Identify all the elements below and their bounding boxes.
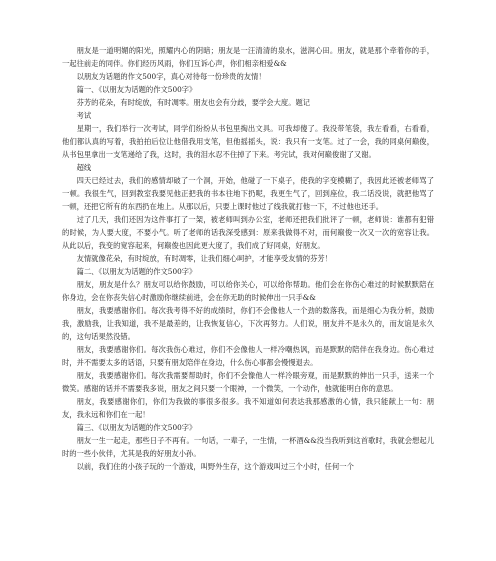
document-body bbox=[62, 44, 434, 473]
subheading: 考试 bbox=[76, 111, 92, 120]
paragraph: 芬芳的花朵，有时绽放，有时凋零。朋友也会有分歧，要学会大度。题记 bbox=[76, 98, 311, 107]
paragraph: 以前，我们住的小孩子玩的一个游戏，叫野外生存，这个游戏叫过三个小时，任何一个 bbox=[76, 462, 354, 471]
paragraph: 朋友一生一起走，那些日子不再有。一句话，一辈子，一生情，一杯酒&&没当我听到这首歌时，我就会想起儿时的一些小伙伴，尤其是我的好朋友小孙。 bbox=[62, 436, 434, 458]
paragraph: 朋友是一道明媚的阳光，照耀内心的阴暗；朋友是一汪清清的泉水，滋润心田。朋友，就是那个牵着你的手，一起往前走的同伴。你们经历风雨，你们互诉心声，你们相亲相爱&& bbox=[62, 46, 434, 68]
paragraph: 朋友，我要感谢你们。每次我需要帮助时，你们不会像他人一样冷眼旁观，而是默默的伸出一只手，送来一个微笑。感谢的话并不需要我多说，朋友之间只要一个眼神，一个微笑，一个动作，他就能明白你的意思。 bbox=[62, 371, 434, 393]
paragraph: 过了几天，我们还因为这件事打了一架，被老师叫到办公室，老师还把我们批评了一顿，老师说：谁都有犯错的时候，为人要大度，不要小气。听了老师的话我深受感到：原来我做得不对，而何巅俊一次又一次的宽容让我。从此以后，我变的宽容起来，何巅俊也因此更大度了，我们成了好同桌，好朋友。 bbox=[62, 215, 434, 250]
paragraph: 友情就像花朵，有时绽放，有时凋零，让我们细心呵护，才能享受友情的芬芳！ bbox=[76, 254, 332, 263]
paragraph: 朋友，我要感谢你们。每次我伤心难过，你们不会像他人一样冷嘲热讽，而是默默的陪伴在我身边。伤心难过时，并不需要太多的话语，只要有朋友陪伴在身边，什么伤心事都会慢慢退去。 bbox=[62, 345, 434, 367]
subheading: 超线 bbox=[76, 163, 92, 172]
paragraph: 朋友，朋友是什么？朋友可以给你鼓励，可以给你关心，可以给你帮助。他们会在你伤心难过的时候默默陪在你身边，会在你丧失信心时激励你继续前进，会在你无助的时候伸出一只手&& bbox=[62, 280, 434, 302]
paragraph: 朋友，我要感谢你们，你们为我做的事很多很多。我不知道如何表达我那感激的心情，我只能献上一句：朋友，我永远和你们在一起！ bbox=[62, 397, 434, 419]
section-heading: 篇一、《以朋友为话题的作文500字》 bbox=[76, 85, 197, 94]
paragraph: 朋友，我要感谢你们。每次我考得不好的成绩时，你们不会像他人一个劲的数落我，而是细心为我分析，鼓励我，激励我，让我知道，我不是最差的，让我恢复信心，下次再努力。人们说，朋友并不是永久的，而友谊是永久的，这句话果然没错。 bbox=[62, 306, 434, 341]
section-heading: 篇二、《以朋友为话题的作文500字》 bbox=[76, 267, 197, 276]
paragraph: 星期一，我们举行一次考试，同学们纷纷从书包里掏出文具。可我却傻了。我没带笔袋，我左看看，右看看，他们都认真的写着，我拍拍后位让他借我用支笔，但他摇摇头，说：我只有一支笔。过了一会，我的同桌何巅俊，从书包里拿出一支笔递给了我，这时，我的泪水忍不住掉了下来。考完试，我对何巅俊谢了又谢。 bbox=[62, 124, 434, 159]
paragraph: 以朋友为话题的作文500字，真心对待每一份珍贵的友情！ bbox=[76, 72, 266, 81]
paragraph: 四天已经过去，我们的感情却破了一个洞，开始，他碰了一下桌子，使我的字变模糊了，我因此还被老师骂了一顿。我很生气，回到教室我要见他正把我的书本往地下扔呢，我更生气了，回到座位，我二话没说，就把他骂了一顿，还把它所有的东西扔在地上。从那以后，只要上课时他过了线我就打他一下，不过他也还手。 bbox=[62, 176, 434, 211]
section-heading: 篇三、《以朋友为话题的作文500字》 bbox=[76, 423, 197, 432]
